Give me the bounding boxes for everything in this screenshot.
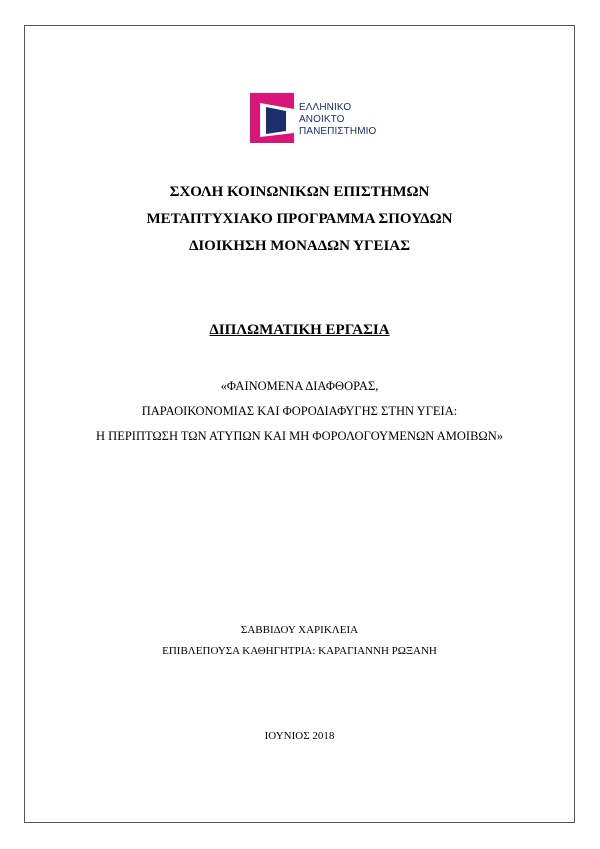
logo-line-3: ΠΑΝΕΠΙΣΤΗΜΙΟ — [299, 126, 377, 137]
university-logo — [250, 93, 390, 143]
author-name: ΣΑΒΒΙΔΟΥ ΧΑΡΙΚΛΕΙΑ — [240, 624, 359, 636]
logo-line-2: ΑΝΟΙΚΤΟ — [299, 114, 345, 125]
program-heading: ΜΕΤΑΠΤΥΧΙΑΚΟ ΠΡΟΓΡΑΜΜΑ ΣΠΟΥΔΩΝ — [146, 211, 453, 227]
logo-line-1: ΕΛΛΗΝΙΚΟ — [299, 102, 352, 113]
title-line-1: «ΦΑΙΝΟΜΕΝΑ ΔΙΑΦΘΟΡΑΣ, — [220, 379, 379, 393]
logo-wordmark — [299, 102, 376, 138]
supervisor-line: ΕΠΙΒΛΕΠΟΥΣΑ ΚΑΘΗΓΗΤΡΙΑ: ΚΑΡΑΓΙΑΝΝΗ ΡΩΞΑΝΗ — [162, 645, 437, 657]
page-border — [24, 25, 575, 823]
school-heading: ΣΧΟΛΗ ΚΟΙΝΩΝΙΚΩΝ ΕΠΙΣΤΗΜΩΝ — [169, 184, 430, 200]
logo-mark-icon — [250, 93, 294, 143]
thesis-label: ΔΙΠΛΩΜΑΤΙΚΗ ΕΡΓΑΣΙΑ — [209, 322, 390, 338]
title-line-3: Η ΠΕΡΙΠΤΩΣΗ ΤΩΝ ΑΤΥΠΩΝ ΚΑΙ ΜΗ ΦΟΡΟΛΟΓΟΥΜΕΝΩΝ ΑΜΟΙΒΩΝ» — [96, 429, 503, 443]
submission-date: ΙΟΥΝΙΟΣ 2018 — [264, 730, 335, 742]
department-heading: ΔΙΟΙΚΗΣΗ ΜΟΝΑΔΩΝ ΥΓΕΙΑΣ — [188, 238, 411, 254]
title-line-2: ΠΑΡΑΟΙΚΟΝΟΜΙΑΣ ΚΑΙ ΦΟΡΟΔΙΑΦΥΓΗΣ ΣΤΗΝ ΥΓΕΙΑ: — [141, 404, 458, 418]
